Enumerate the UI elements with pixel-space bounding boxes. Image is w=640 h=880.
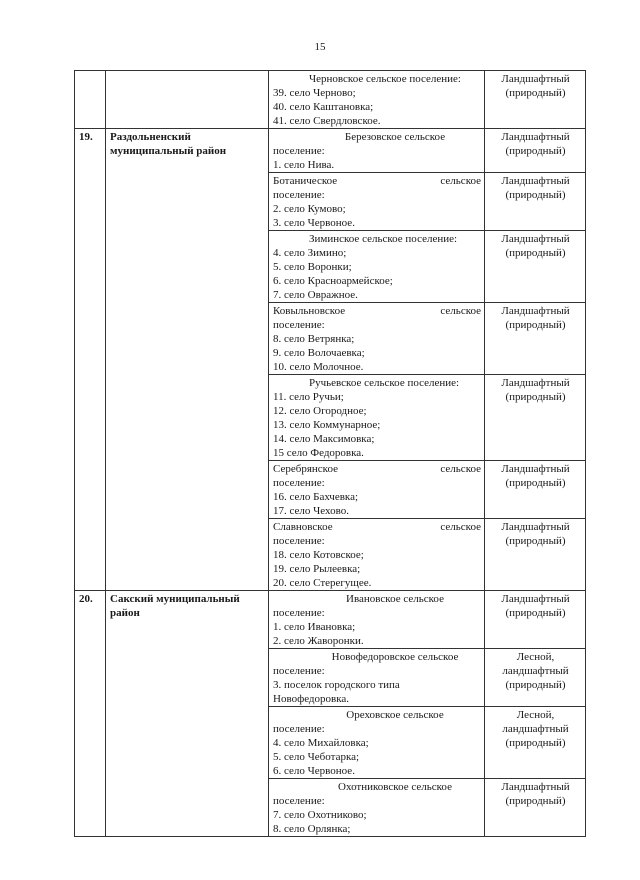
village-item: 2. село Жаворонки. (273, 635, 364, 647)
settlement-cell (269, 519, 485, 591)
settlement-cell (269, 71, 485, 129)
resort-type-cell (485, 649, 586, 707)
resort-type-cell (485, 173, 586, 231)
village-item: Новофедоровка. (273, 693, 350, 705)
resort-type: Ландшафтный (501, 233, 570, 245)
resort-type-cell (485, 231, 586, 303)
village-item: 9. село Волочаевка; (273, 347, 365, 359)
resort-type-cell (485, 519, 586, 591)
settlement-cell (269, 591, 485, 649)
resort-type: (природный) (505, 679, 566, 691)
settlement-cell (269, 375, 485, 461)
settlement-name: Березовское сельское (344, 131, 446, 143)
resort-type: (природный) (505, 737, 566, 749)
district-name-cell: Раздольненский муниципальный район (106, 129, 269, 591)
village-item: 4. село Зимино; (273, 247, 347, 259)
resort-type: Ландшафтный (501, 175, 570, 187)
settlement-name: поселение: (273, 723, 325, 735)
resort-type-cell (485, 591, 586, 649)
resort-type: (природный) (505, 145, 566, 157)
district-number-cell: 19. (75, 129, 106, 591)
settlement-name: Славновское сельское (273, 521, 481, 533)
resort-type: Ландшафтный (501, 463, 570, 475)
resort-type-cell (485, 461, 586, 519)
village-item: 8. село Ветрянка; (273, 333, 355, 345)
village-item: 8. село Орлянка; (273, 823, 351, 835)
resort-type-cell (485, 129, 586, 173)
village-item: 19. село Рылеевка; (273, 563, 361, 575)
settlements-table-body (75, 71, 586, 837)
village-item: 5. село Чеботарка; (273, 751, 360, 763)
village-item: 7. село Овражное. (273, 289, 358, 301)
resort-type: (природный) (505, 477, 566, 489)
table-row (75, 591, 586, 649)
settlement-name: Ивановское сельское (346, 593, 444, 605)
village-item: 1. село Ивановка; (273, 621, 356, 633)
resort-type: Ландшафтный (501, 73, 570, 85)
settlement-cell (269, 707, 485, 779)
settlement-name: поселение: (273, 145, 325, 157)
settlement-name: Черновское сельское поселение: (309, 73, 461, 85)
resort-type-cell (485, 71, 586, 129)
resort-type-cell (485, 779, 586, 837)
table-row (75, 71, 586, 129)
settlement-name: Ботаническое сельское (273, 175, 481, 187)
village-item: 15 село Федоровка. (273, 447, 364, 459)
village-item: 13. село Коммунарное; (273, 419, 381, 431)
village-item: 39. село Черново; (273, 87, 356, 99)
resort-type: (природный) (505, 607, 566, 619)
resort-type: ландшафтный (502, 723, 569, 735)
resort-type: (природный) (505, 319, 566, 331)
settlement-cell (269, 461, 485, 519)
table-row (75, 129, 586, 173)
settlement-name: Серебрянское сельское (273, 463, 481, 475)
village-item: 14. село Максимовка; (273, 433, 375, 445)
village-item: 3. село Червоное. (273, 217, 355, 229)
resort-type: (природный) (505, 795, 566, 807)
district-name-cell (106, 71, 269, 129)
settlement-cell (269, 129, 485, 173)
village-item: 6. село Червоное. (273, 765, 355, 777)
settlement-cell (269, 231, 485, 303)
settlement-name: Новофедоровское сельское (331, 651, 459, 663)
settlement-name: Охотниковское сельское (338, 781, 452, 793)
village-item: 40. село Каштановка; (273, 101, 374, 113)
resort-type: Ландшафтный (501, 521, 570, 533)
settlement-cell (269, 173, 485, 231)
village-item: 20. село Стерегущее. (273, 577, 372, 589)
village-item: 5. село Воронки; (273, 261, 352, 273)
village-item: 7. село Охотниково; (273, 809, 367, 821)
resort-type: (природный) (505, 247, 566, 259)
village-item: 41. село Свердловское. (273, 115, 381, 127)
village-item: 16. село Бахчевка; (273, 491, 359, 503)
settlement-name: поселение: (273, 665, 325, 677)
resort-type: Лесной, (516, 651, 555, 663)
village-item: 18. село Котовское; (273, 549, 364, 561)
settlement-name: поселение: (273, 189, 325, 201)
resort-type: Ландшафтный (501, 377, 570, 389)
resort-type: Ландшафтный (501, 781, 570, 793)
resort-type: Лесной, (516, 709, 555, 721)
resort-type: Ландшафтный (501, 131, 570, 143)
settlement-name: поселение: (273, 319, 325, 331)
village-item: 3. поселок городского типа (273, 679, 400, 691)
settlement-name: поселение: (273, 795, 325, 807)
settlement-cell (269, 649, 485, 707)
settlement-name: поселение: (273, 477, 325, 489)
resort-type: Ландшафтный (501, 305, 570, 317)
district-number-cell (75, 71, 106, 129)
village-item: 10. село Молочное. (273, 361, 364, 373)
resort-type: (природный) (505, 189, 566, 201)
village-item: 4. село Михайловка; (273, 737, 369, 749)
settlement-name: Зиминское сельское поселение: (309, 233, 458, 245)
settlement-cell (269, 303, 485, 375)
resort-type: ландшафтный (502, 665, 569, 677)
resort-type: (природный) (505, 535, 566, 547)
village-item: 12. село Огородное; (273, 405, 367, 417)
village-item: 17. село Чехово. (273, 505, 349, 517)
village-item: 6. село Красноармейское; (273, 275, 393, 287)
page-number: 15 (314, 41, 326, 53)
resort-type: Ландшафтный (501, 593, 570, 605)
settlement-cell (269, 779, 485, 837)
settlement-name: Ковыльновское сельское (273, 305, 481, 317)
settlements-table (74, 70, 586, 837)
settlement-name: поселение: (273, 607, 325, 619)
resort-type-cell (485, 375, 586, 461)
settlement-name: Ореховское сельское (346, 709, 444, 721)
district-number-cell: 20. (75, 591, 106, 837)
district-name-cell: Сакский муниципальный район (106, 591, 269, 837)
resort-type: (природный) (505, 87, 566, 99)
village-item: 1. село Нива. (273, 159, 335, 171)
village-item: 2. село Кумово; (273, 203, 346, 215)
village-item: 11. село Ручьи; (273, 391, 344, 403)
resort-type: (природный) (505, 391, 566, 403)
resort-type-cell (485, 707, 586, 779)
resort-type-cell (485, 303, 586, 375)
settlement-name: поселение: (273, 535, 325, 547)
settlement-name: Ручьевское сельское поселение: (309, 377, 460, 389)
